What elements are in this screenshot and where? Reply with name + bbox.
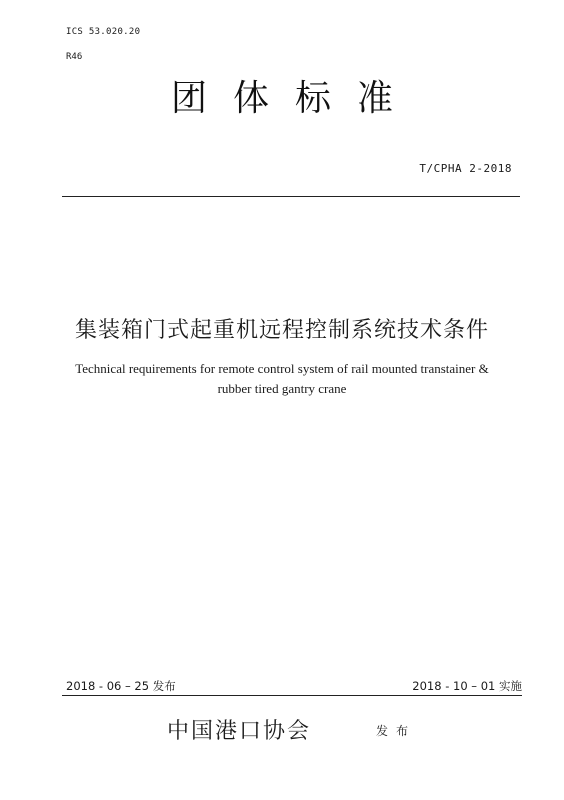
ics-code: ICS 53.020.20 — [66, 27, 141, 37]
title-english-line-2: rubber tired gantry crane — [217, 381, 347, 396]
footer-divider — [62, 695, 522, 696]
header-divider — [62, 196, 520, 197]
title-english-line-1: Technical requirements for remote control system of rail mounted transtainer & — [75, 361, 489, 376]
issue-label: 发布 — [376, 724, 417, 738]
standard-number: T/CPHA 2-2018 — [419, 162, 512, 175]
publish-date: 2018 - 06 – 25 发布 — [66, 679, 176, 693]
document-title-english — [60, 359, 504, 399]
ccs-code: R46 — [66, 52, 83, 62]
issuing-organization: 中国港口协会 — [167, 719, 312, 744]
standard-type-heading: 团体标准 — [170, 78, 419, 119]
implementation-date: 2018 - 10 – 01 实施 — [412, 679, 522, 693]
document-title-chinese: 集装箱门式起重机远程控制系统技术条件 — [74, 318, 489, 343]
